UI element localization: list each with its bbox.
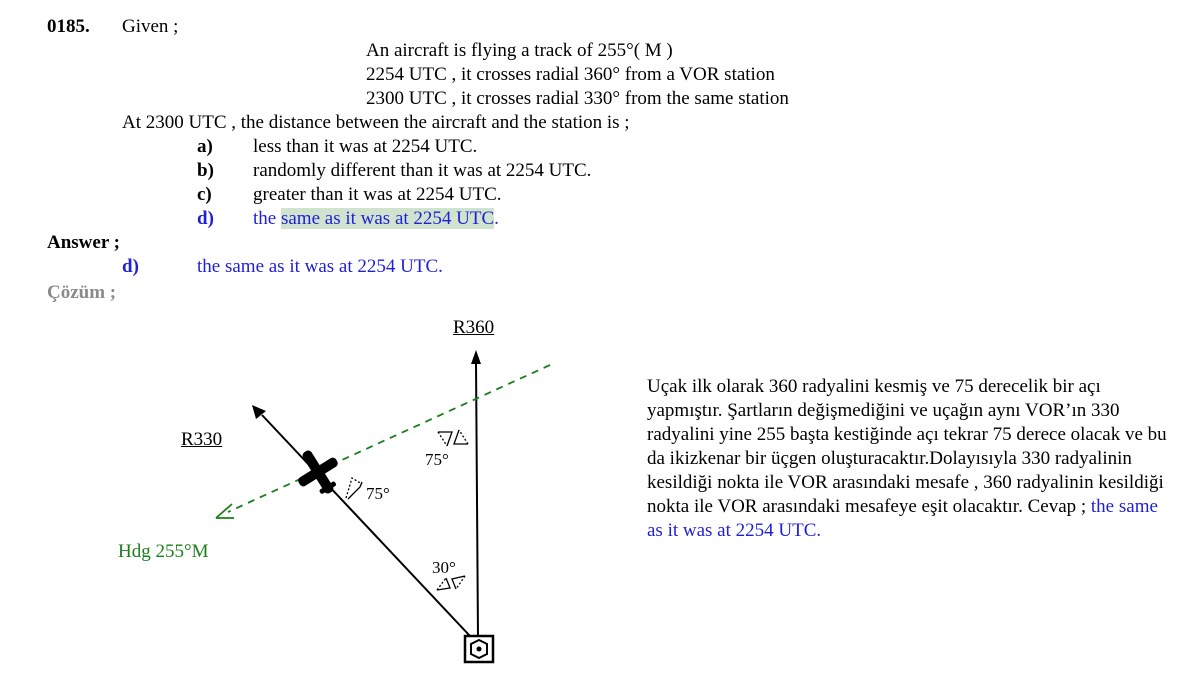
- option-d-letter: d): [197, 208, 214, 229]
- option-b-text: randomly different than it was at 2254 UTC.: [253, 160, 592, 181]
- option-c-letter: c): [197, 184, 212, 205]
- solution-label: Çözüm ;: [47, 282, 117, 303]
- given-line-1: An aircraft is flying a track of 255°( M ): [366, 40, 673, 61]
- option-d-prefix: the: [253, 208, 281, 229]
- answer-text: the same as it was at 2254 UTC.: [197, 256, 443, 277]
- track-arrowhead: [216, 504, 234, 518]
- angle-bottom-label: 30°: [432, 558, 456, 577]
- given-label: Given ;: [122, 16, 179, 37]
- option-d-suffix: .: [494, 208, 499, 229]
- option-a-text: less than it was at 2254 UTC.: [253, 136, 478, 157]
- aircraft-icon: [287, 440, 350, 504]
- r330-label: R330: [181, 429, 223, 450]
- option-d-highlight: same as it was at 2254 UTC: [280, 208, 495, 229]
- heading-label: Hdg 255°M: [118, 541, 209, 562]
- solution-paragraph: [647, 375, 1177, 543]
- option-a-letter: a): [197, 136, 213, 157]
- radial-360-arrowhead: [471, 350, 481, 364]
- answer-label: Answer ;: [47, 232, 121, 253]
- given-line-3: 2300 UTC , it crosses radial 330° from the same station: [366, 88, 789, 109]
- angle-arrow-top: [438, 430, 468, 446]
- solution-answer-text: the same as it was at 2254 UTC.: [647, 496, 1158, 541]
- answer-letter: d): [122, 256, 139, 277]
- angle-arrow-mid: [346, 478, 362, 499]
- option-c-text: greater than it was at 2254 UTC.: [253, 184, 502, 205]
- question-number: 0185.: [47, 16, 90, 37]
- given-line-2: 2254 UTC , it crosses radial 360° from a VOR station: [366, 64, 775, 85]
- angle-mid-label: 75°: [366, 484, 390, 503]
- solution-paragraph-text: Uçak ilk olarak 360 radyalini kesmiş ve 75 derecelik bir açı yapmıştır. Şartların değişmediğini ve uçağın aynı VOR’ın 330 radyalini yine 255 başta kestiğinde açı tekrar 75 derece olacak ve bu da ikizkenar bir üçgen oluşturacaktır.Dolayısıyla 330 radyalinin kesildiği nokta ile VOR arasındaki mesafe , 360 radyalinin kesildiği nokta ile VOR arasındaki mesafeye eşit olacaktır. Cevap ;: [647, 376, 1167, 517]
- r360-label: R360: [453, 317, 495, 338]
- vor-station-icon: [465, 636, 493, 662]
- radial-360-line: [476, 362, 478, 638]
- option-b-letter: b): [197, 160, 214, 181]
- angle-top-label: 75°: [425, 450, 449, 469]
- question-stem: At 2300 UTC , the distance between the aircraft and the station is ;: [122, 112, 630, 133]
